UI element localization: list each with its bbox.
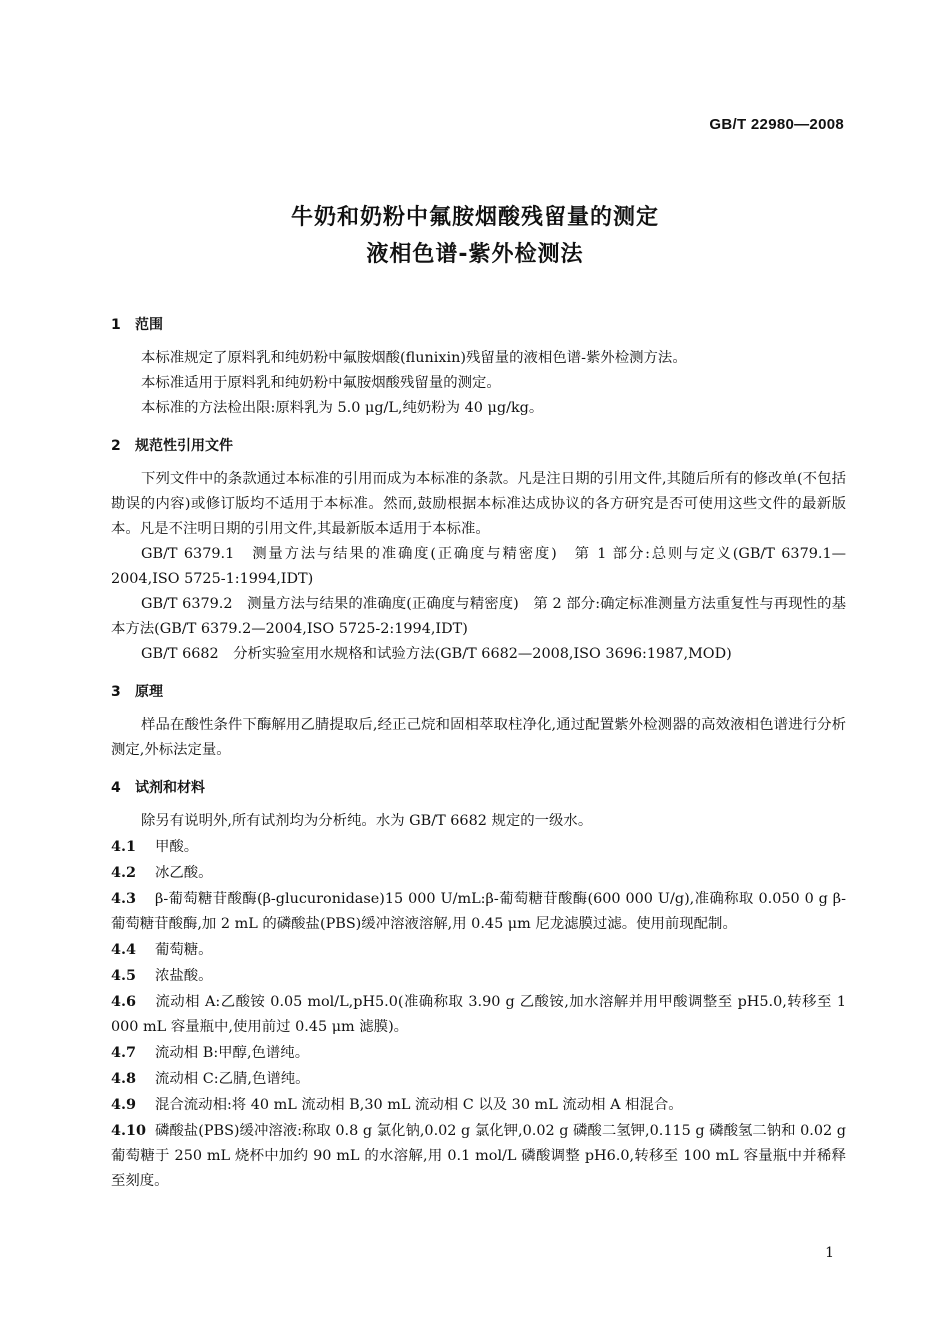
item-text: 流动相 C:乙腈,色谱纯。 bbox=[155, 1071, 310, 1087]
section-heading-reagents bbox=[111, 777, 846, 799]
item-text: 流动相 B:甲醇,色谱纯。 bbox=[155, 1045, 310, 1061]
item-text: 冰乙酸。 bbox=[155, 865, 213, 881]
paragraph: 本标准的方法检出限:原料乳为 5.0 μg/L,纯奶粉为 40 μg/kg。 bbox=[141, 400, 544, 416]
item-number: 4.1 bbox=[111, 838, 137, 855]
section-heading-scope bbox=[111, 314, 846, 336]
list-item bbox=[111, 963, 846, 989]
item-number: 4.7 bbox=[111, 1044, 137, 1061]
list-item bbox=[111, 989, 846, 1040]
reference-item: GB/T 6682 分析实验室用水规格和试验方法(GB/T 6682—2008,ISO 3696:1987,MOD) bbox=[141, 646, 732, 662]
section-title: 范围 bbox=[135, 317, 163, 333]
paragraph: 本标准规定了原料乳和纯奶粉中氟胺烟酸(flunixin)残留量的液相色谱-紫外检测方法。 bbox=[141, 350, 687, 366]
paragraph: 除另有说明外,所有试剂均为分析纯。水为 GB/T 6682 规定的一级水。 bbox=[141, 813, 593, 829]
list-item bbox=[111, 937, 846, 963]
list-item bbox=[111, 1066, 846, 1092]
list-item bbox=[111, 834, 846, 860]
item-text: 甲酸。 bbox=[155, 839, 199, 855]
paragraph: 样品在酸性条件下酶解用乙腈提取后,经正己烷和固相萃取柱净化,通过配置紫外检测器的高效液相色谱进行分析测定,外标法定量。 bbox=[111, 717, 846, 758]
item-number: 4.3 bbox=[111, 890, 137, 907]
item-text: 葡萄糖。 bbox=[155, 942, 213, 958]
reference-item: GB/T 6379.1 测量方法与结果的准确度(正确度与精密度) 第 1 部分:总则与定义(GB/T 6379.1—2004,ISO 5725-1:1994,IDT) bbox=[111, 546, 846, 587]
item-text: 磷酸盐(PBS)缓冲溶液:称取 0.8 g 氯化钠,0.02 g 氯化钾,0.02 g 磷酸二氢钾,0.115 g 磷酸氢二钠和 0.02 g 葡萄糖于 250 mL 烧杯中加约 90 mL 的水溶解,用 0.1 mol/L 磷酸调整 pH6.0,转移至 100 mL 容量瓶中并稀释至刻度。 bbox=[111, 1123, 846, 1189]
section-title: 原理 bbox=[135, 684, 163, 700]
section-number: 1 bbox=[111, 317, 121, 333]
section-title: 试剂和材料 bbox=[135, 780, 205, 796]
section-number: 4 bbox=[111, 780, 121, 796]
document-title: 牛奶和奶粉中氟胺烟酸残留量的测定 bbox=[290, 205, 659, 230]
item-number: 4.4 bbox=[111, 941, 137, 958]
paragraph: 本标准适用于原料乳和纯奶粉中氟胺烟酸残留量的测定。 bbox=[141, 375, 501, 391]
item-text: 流动相 A:乙酸铵 0.05 mol/L,pH5.0(准确称取 3.90 g 乙酸铵,加水溶解并用甲酸调整至 pH5.0,转移至 1 000 mL 容量瓶中,使用前过 0.45 μm 滤膜)。 bbox=[111, 994, 846, 1035]
item-text: 混合流动相:将 40 mL 流动相 B,30 mL 流动相 C 以及 30 mL 流动相 A 相混合。 bbox=[155, 1097, 683, 1113]
list-item bbox=[111, 1040, 846, 1066]
section-heading-normative-references bbox=[111, 435, 846, 457]
item-number: 4.10 bbox=[111, 1122, 147, 1139]
item-text: 浓盐酸。 bbox=[155, 968, 213, 984]
item-text: β-葡萄糖苷酸酶(β-glucuronidase)15 000 U/mL:β-葡萄糖苷酸酶(600 000 U/g),准确称取 0.050 0 g β-葡萄糖苷酸酶,加 2 mL 的磷酸盐(PBS)缓冲溶液溶解,用 0.45 μm 尼龙滤膜过滤。使用前现配制。 bbox=[111, 891, 846, 932]
section-title: 规范性引用文件 bbox=[135, 438, 233, 454]
section-number: 2 bbox=[111, 438, 121, 454]
item-number: 4.9 bbox=[111, 1096, 137, 1113]
document-body bbox=[111, 306, 846, 1194]
item-number: 4.8 bbox=[111, 1070, 137, 1087]
standard-code: GB/T 22980—2008 bbox=[709, 116, 844, 133]
item-number: 4.5 bbox=[111, 967, 137, 984]
reference-item: GB/T 6379.2 测量方法与结果的准确度(正确度与精密度) 第 2 部分:确定标准测量方法重复性与再现性的基本方法(GB/T 6379.2—2004,ISO 5725-2:1994,IDT) bbox=[111, 596, 846, 637]
list-item bbox=[111, 860, 846, 886]
document-subtitle: 液相色谱-紫外检测法 bbox=[366, 242, 584, 267]
list-item bbox=[111, 886, 846, 937]
list-item bbox=[111, 1118, 846, 1194]
item-number: 4.2 bbox=[111, 864, 137, 881]
list-item bbox=[111, 1092, 846, 1118]
section-number: 3 bbox=[111, 684, 121, 700]
page-number: 1 bbox=[825, 1245, 834, 1261]
item-number: 4.6 bbox=[111, 993, 137, 1010]
section-heading-principle bbox=[111, 681, 846, 703]
paragraph: 下列文件中的条款通过本标准的引用而成为本标准的条款。凡是注日期的引用文件,其随后所有的修改单(不包括勘误的内容)或修订版均不适用于本标准。然而,鼓励根据本标准达成协议的各方研究是否可使用这些文件的最新版本。凡是不注明日期的引用文件,其最新版本适用于本标准。 bbox=[111, 471, 846, 537]
